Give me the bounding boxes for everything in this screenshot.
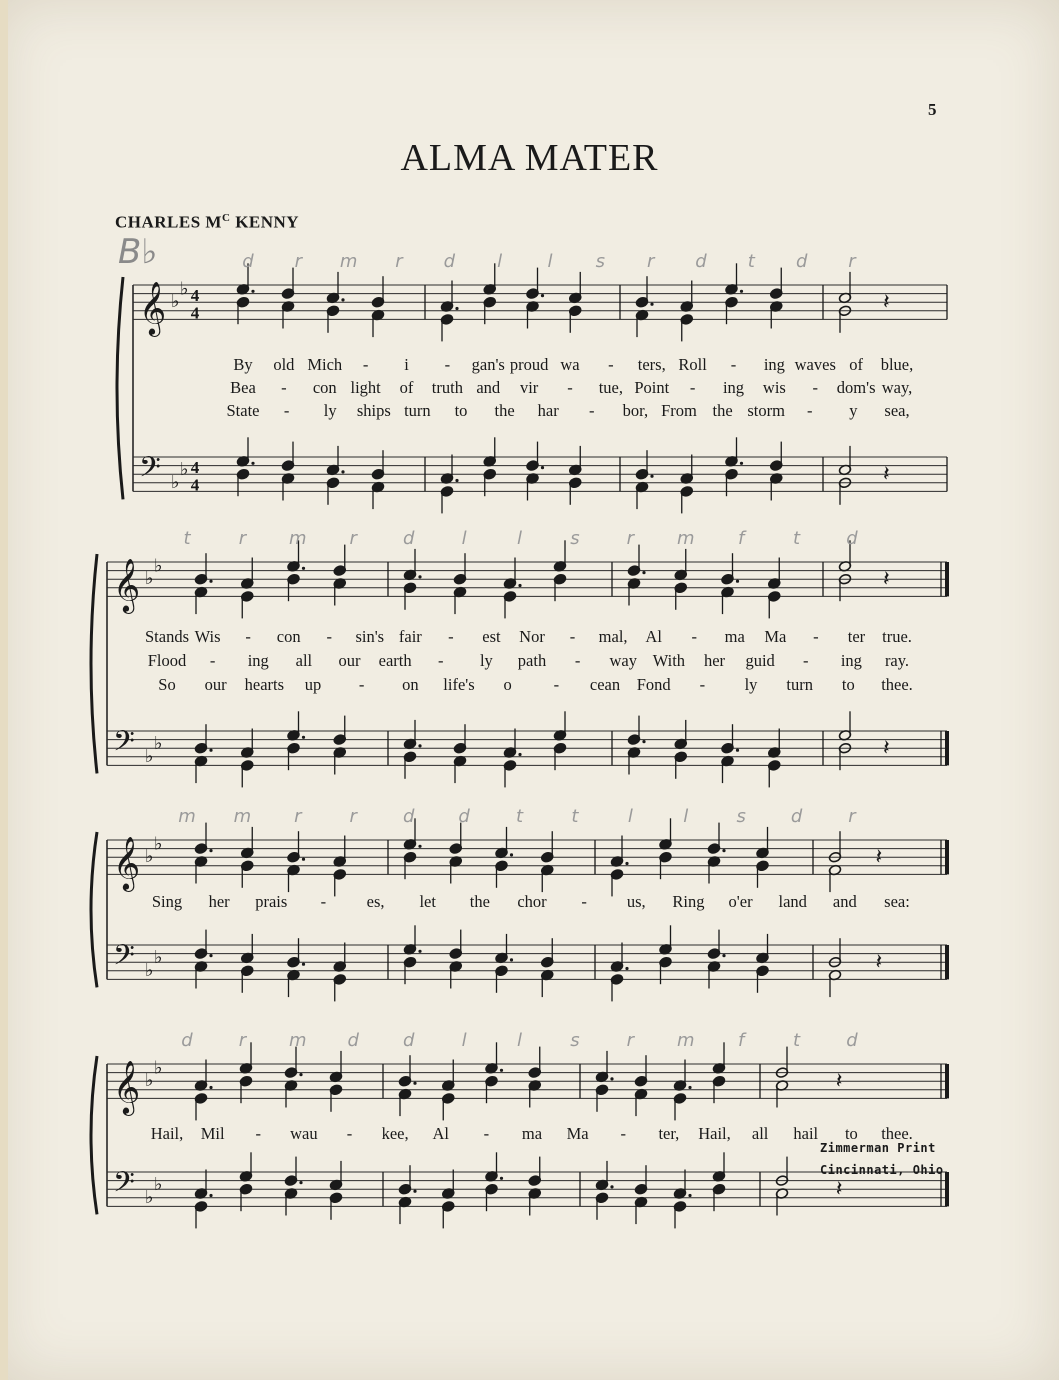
- flat-sign: ♭: [171, 471, 180, 493]
- lyric-syllable: up: [304, 675, 322, 694]
- solfege-annotation: t: [793, 1030, 801, 1051]
- lyric-line: [0, 675, 1059, 697]
- lyric-syllable: With: [652, 651, 686, 670]
- lyric-syllable: -: [581, 892, 587, 911]
- dot: [688, 1194, 691, 1197]
- composer-prefix: CHARLES M: [115, 212, 222, 232]
- lyric-syllable: Sing: [151, 892, 183, 911]
- dot: [642, 740, 645, 743]
- solfege-annotation: f: [737, 528, 745, 549]
- dot: [722, 849, 725, 852]
- lyric-syllable: -: [699, 675, 706, 694]
- dot: [610, 1185, 613, 1188]
- lyric-line: [0, 627, 1059, 649]
- solfege-annotation: r: [349, 528, 357, 549]
- lyric-syllable: i: [404, 355, 409, 374]
- lyric-syllable: sin's: [355, 627, 385, 646]
- lyric-syllable: -: [255, 1124, 261, 1143]
- lyric-syllable: Stands: [144, 627, 190, 646]
- lyric-syllable: Wis: [194, 627, 221, 646]
- lyric-syllable: -: [448, 627, 454, 646]
- quarter-rest: 𝄽: [883, 462, 890, 488]
- lyric-syllable: hail: [793, 1124, 819, 1143]
- lyric-syllable: Ring: [672, 892, 705, 911]
- lyric-syllable: Mich: [307, 355, 343, 374]
- lyric-syllable: Flood: [147, 651, 187, 670]
- dot: [650, 303, 653, 306]
- lyric-syllable: Ma: [566, 1124, 589, 1143]
- lyric-syllable: -: [608, 355, 614, 374]
- lyric-syllable: her: [703, 651, 726, 670]
- dot: [413, 1082, 416, 1085]
- bass-clef: 𝄢: [139, 451, 161, 492]
- composer-sup: C: [221, 212, 231, 224]
- key-annotation: B♭: [118, 232, 158, 272]
- time-signature-digit: 4: [190, 286, 200, 306]
- dot: [518, 584, 521, 587]
- lyric-syllable: -: [553, 675, 560, 694]
- quarter-rest: 𝄽: [875, 845, 883, 871]
- lyric-syllable: har: [537, 401, 559, 420]
- dot: [541, 294, 544, 297]
- lyric-syllable: con: [312, 378, 337, 397]
- dot: [209, 1194, 212, 1197]
- lyric-syllable: -: [730, 355, 737, 374]
- dot: [251, 290, 254, 293]
- dot: [500, 1069, 503, 1072]
- solfege-annotation: s: [736, 806, 746, 827]
- lyric-line: [0, 651, 1059, 673]
- lyric-syllable: turn: [786, 675, 813, 694]
- lyric-line: [0, 892, 1059, 914]
- publisher-line-1: Zimmerman Print: [820, 1141, 936, 1155]
- solfege-annotation: d: [846, 528, 858, 549]
- lyric-syllable: -: [362, 355, 369, 374]
- solfege-annotation: r: [626, 528, 635, 549]
- dot: [209, 954, 212, 957]
- lyric-syllable: ing: [763, 355, 785, 374]
- solfege-annotation: t: [515, 806, 524, 827]
- lyric-syllable: guid: [745, 651, 775, 670]
- lyric-syllable: -: [620, 1124, 626, 1143]
- dot: [418, 950, 421, 953]
- lyric-syllable: Roll: [678, 355, 707, 374]
- lyric-syllable: So: [158, 675, 176, 694]
- lyric-syllable: cean: [589, 675, 621, 694]
- solfege-annotation: r: [294, 806, 302, 827]
- lyric-syllable: ships: [356, 401, 391, 420]
- dot: [736, 580, 739, 583]
- solfege-annotation: d: [790, 806, 803, 827]
- lyric-syllable: -: [567, 378, 573, 397]
- lyric-syllable: our: [338, 651, 361, 670]
- dot: [209, 849, 212, 852]
- lyric-syllable: her: [208, 892, 230, 911]
- treble-clef: 𝄞: [113, 835, 141, 890]
- page-number: 5: [928, 100, 937, 119]
- solfege-annotation: l: [461, 1030, 467, 1051]
- lyric-syllable: wa: [560, 355, 580, 374]
- lyric-syllable: -: [689, 378, 696, 397]
- lyric-syllable: dom's: [836, 378, 876, 397]
- lyric-syllable: proud: [509, 355, 549, 374]
- solfege-annotation: d: [402, 1030, 415, 1051]
- dot: [209, 1086, 212, 1089]
- flat-sign: ♭: [154, 732, 163, 754]
- lyric-syllable: thee.: [881, 675, 913, 694]
- dot: [722, 954, 725, 957]
- lyric-syllable: Mil: [200, 1124, 225, 1143]
- lyric-syllable: blue,: [880, 355, 914, 374]
- flat-sign: ♭: [171, 291, 180, 313]
- lyric-syllable: and: [832, 892, 857, 911]
- dot: [736, 749, 739, 752]
- lyric-syllable: the: [712, 401, 733, 420]
- publisher-line-2: Cincinnati, Ohio: [820, 1163, 944, 1177]
- lyric-syllable: ray.: [884, 651, 910, 670]
- lyric-syllable: of: [849, 355, 863, 374]
- dot: [541, 466, 544, 469]
- dot: [299, 1181, 302, 1184]
- lyric-line: [0, 355, 1059, 377]
- quarter-rest: 𝄽: [875, 950, 883, 976]
- lyric-syllable: -: [326, 627, 332, 646]
- flat-sign: ♭: [154, 833, 163, 855]
- lyric-syllable: -: [483, 1124, 490, 1143]
- solfege-annotation: s: [570, 1030, 580, 1051]
- lyric-syllable: way: [609, 651, 637, 670]
- solfege-annotation: d: [242, 251, 254, 272]
- dot: [510, 853, 513, 856]
- lyric-syllable: -: [574, 651, 581, 670]
- quarter-rest: 𝄽: [835, 1069, 843, 1095]
- lyric-syllable: -: [813, 627, 819, 646]
- lyric-syllable: path: [517, 651, 547, 670]
- flat-sign: ♭: [154, 1057, 163, 1079]
- lyric-syllable: -: [358, 675, 365, 694]
- flat-sign: ♭: [145, 959, 154, 981]
- solfege-annotation: m: [289, 1030, 307, 1051]
- lyric-syllable: Bea: [230, 378, 256, 397]
- solfege-annotation: r: [395, 251, 403, 272]
- time-signature-digit: 4: [190, 303, 200, 323]
- lyric-syllable: ing: [247, 651, 269, 670]
- solfege-annotation: r: [238, 1030, 247, 1051]
- song-title: ALMA MATER: [400, 137, 659, 179]
- lyric-syllable: sea:: [884, 892, 910, 911]
- dot: [518, 753, 521, 756]
- lyric-syllable: ly: [744, 675, 758, 694]
- dot: [302, 567, 305, 570]
- dot: [455, 479, 458, 482]
- lyric-syllable: life's: [443, 675, 475, 694]
- lyric-syllable: the: [494, 401, 515, 420]
- composer-suffix: KENNY: [230, 212, 300, 232]
- lyric-syllable: kee,: [381, 1124, 409, 1143]
- lyric-syllable: Hail,: [150, 1124, 184, 1143]
- lyric-syllable: Fond: [636, 675, 671, 694]
- lyric-syllable: storm: [747, 401, 785, 420]
- lyric-syllable: the: [469, 892, 490, 911]
- lyric-syllable: -: [444, 355, 451, 374]
- lyric-syllable: true.: [882, 627, 912, 646]
- lyric-syllable: ma: [724, 627, 745, 646]
- dot: [209, 580, 212, 583]
- solfege-annotation: l: [461, 528, 467, 549]
- solfege-annotation: s: [570, 528, 580, 549]
- solfege-annotation: r: [349, 806, 357, 827]
- dot: [642, 571, 645, 574]
- solfege-annotation: r: [848, 251, 856, 272]
- flat-sign: ♭: [145, 846, 154, 868]
- solfege-annotation: d: [402, 528, 415, 549]
- lyric-syllable: waves: [794, 355, 836, 374]
- dot: [302, 963, 305, 966]
- lyric-syllable: Nor: [519, 627, 545, 646]
- dot: [413, 1190, 416, 1193]
- lyric-syllable: wau: [290, 1124, 318, 1143]
- flat-sign: ♭: [145, 745, 154, 767]
- lyric-syllable: let: [419, 892, 436, 911]
- lyric-syllable: and: [476, 378, 501, 397]
- dot: [418, 575, 421, 578]
- lyric-syllable: es,: [366, 892, 385, 911]
- lyric-syllable: -: [320, 892, 327, 911]
- lyric-syllable: wis: [762, 378, 786, 397]
- lyric-syllable: our: [204, 675, 227, 694]
- dot: [418, 845, 421, 848]
- dot: [740, 462, 743, 465]
- lyric-syllable: -: [803, 651, 809, 670]
- dot: [299, 1073, 302, 1076]
- dot: [688, 1086, 691, 1089]
- solfege-annotation: m: [178, 806, 196, 827]
- dot: [610, 1077, 613, 1080]
- dot: [302, 736, 305, 739]
- quarter-rest: 𝄽: [835, 1177, 843, 1203]
- lyric-syllable: truth: [431, 378, 463, 397]
- solfege-annotation: t: [571, 806, 579, 827]
- lyric-syllable: chor: [517, 892, 547, 911]
- time-signature-digit: 4: [190, 458, 200, 478]
- lyric-syllable: sea,: [884, 401, 910, 420]
- lyric-syllable: Al: [432, 1124, 449, 1143]
- flat-sign: ♭: [180, 278, 189, 300]
- lyric-syllable: all: [751, 1124, 769, 1143]
- flat-sign: ♭: [145, 1186, 154, 1208]
- lyric-syllable: -: [589, 401, 595, 420]
- lyric-syllable: -: [812, 378, 818, 397]
- solfege-annotation: d: [458, 806, 470, 827]
- lyric-syllable: State: [226, 401, 260, 420]
- lyric-syllable: ter: [847, 627, 866, 646]
- lyric-syllable: on: [402, 675, 419, 694]
- dot: [650, 475, 653, 478]
- lyric-syllable: -: [283, 401, 290, 420]
- lyric-syllable: y: [849, 401, 858, 420]
- lyric-syllable: est: [482, 627, 501, 646]
- lyric-syllable: Point: [634, 378, 670, 397]
- treble-clef: 𝄞: [139, 280, 167, 335]
- quarter-rest: 𝄽: [883, 290, 890, 316]
- treble-clef: 𝄞: [113, 1059, 141, 1114]
- lyric-syllable: earth: [378, 651, 412, 670]
- solfege-annotation: l: [497, 251, 503, 272]
- solfege-annotation: r: [238, 528, 247, 549]
- bass-clef: 𝄢: [113, 1166, 135, 1207]
- lyric-syllable: turn: [404, 401, 431, 420]
- lyric-syllable: By: [233, 355, 253, 374]
- treble-clef: 𝄞: [113, 557, 141, 612]
- dot: [251, 462, 254, 465]
- lyric-syllable: -: [245, 627, 251, 646]
- solfege-annotation: d: [181, 1030, 193, 1051]
- solfege-annotation: l: [683, 806, 689, 827]
- lyric-syllable: o: [503, 675, 512, 694]
- bass-clef: 𝄢: [113, 939, 135, 980]
- lyric-syllable: tue,: [598, 378, 624, 397]
- solfege-annotation: d: [443, 251, 456, 272]
- lyric-syllable: -: [807, 401, 813, 420]
- lyric-syllable: o'er: [728, 892, 753, 911]
- lyric-syllable: of: [399, 378, 414, 397]
- lyric-syllable: Al: [645, 627, 662, 646]
- dot: [740, 290, 743, 293]
- lyric-line: [0, 401, 1059, 423]
- solfege-annotation: m: [676, 528, 695, 549]
- lyric-syllable: prais: [255, 892, 288, 911]
- flat-sign: ♭: [145, 568, 154, 590]
- lyric-syllable: ing: [722, 378, 745, 397]
- dot: [625, 967, 628, 970]
- lyric-syllable: us,: [626, 892, 646, 911]
- dot: [510, 958, 513, 961]
- lyric-syllable: way,: [881, 378, 913, 397]
- lyric-syllable: -: [691, 627, 697, 646]
- flat-sign: ♭: [154, 555, 163, 577]
- solfege-annotation: m: [676, 1030, 695, 1051]
- flat-sign: ♭: [154, 946, 163, 968]
- solfege-annotation: d: [695, 251, 707, 272]
- solfege-annotation: l: [547, 251, 553, 272]
- lyric-syllable: ter,: [658, 1124, 680, 1143]
- lyric-syllable: thee.: [881, 1124, 913, 1143]
- solfege-annotation: m: [289, 528, 307, 549]
- solfege-annotation: m: [233, 806, 252, 827]
- lyric-syllable: -: [569, 627, 576, 646]
- lyric-syllable: mal,: [598, 627, 628, 646]
- dot: [341, 470, 344, 473]
- lyric-syllable: -: [346, 1124, 353, 1143]
- solfege-annotation: d: [795, 251, 808, 272]
- dot: [209, 749, 212, 752]
- solfege-annotation: r: [294, 251, 303, 272]
- lyric-syllable: -: [209, 651, 216, 670]
- dot: [302, 858, 305, 861]
- solfege-annotation: s: [595, 251, 606, 272]
- solfege-annotation: f: [737, 1030, 745, 1051]
- lyric-syllable: ly: [323, 401, 337, 420]
- lyric-syllable: land: [778, 892, 807, 911]
- lyric-syllable: con: [276, 627, 301, 646]
- lyric-syllable: hearts: [244, 675, 285, 694]
- lyric-syllable: all: [295, 651, 313, 670]
- lyric-syllable: to: [841, 675, 855, 694]
- lyric-line: [0, 378, 1059, 400]
- solfege-annotation: r: [848, 806, 856, 827]
- quarter-rest: 𝄽: [883, 736, 890, 762]
- lyric-syllable: ters,: [637, 355, 666, 374]
- lyric-syllable: Hail,: [698, 1124, 731, 1143]
- flat-sign: ♭: [180, 458, 189, 480]
- solfege-annotation: l: [627, 806, 633, 827]
- lyric-syllable: -: [281, 378, 287, 397]
- dot: [341, 298, 344, 301]
- solfege-annotation: l: [516, 1030, 523, 1051]
- lyric-syllable: vir: [519, 378, 539, 397]
- lyric-syllable: old: [273, 355, 295, 374]
- lyric-syllable: ing: [840, 651, 862, 670]
- lyric-syllable: gan's: [471, 355, 505, 374]
- publisher-imprint: [820, 1137, 944, 1181]
- lyric-syllable: light: [350, 378, 381, 397]
- lyric-syllable: -: [438, 651, 444, 670]
- lyric-syllable: to: [454, 401, 468, 420]
- solfege-annotation: d: [846, 1030, 858, 1051]
- lyric-syllable: to: [844, 1124, 858, 1143]
- dot: [455, 307, 458, 310]
- solfege-annotation: t: [747, 251, 755, 272]
- flat-sign: ♭: [145, 1070, 154, 1092]
- solfege-annotation: l: [516, 528, 523, 549]
- lyric-syllable: From: [661, 401, 697, 420]
- lyric-syllable: ly: [479, 651, 493, 670]
- solfege-annotation: t: [183, 528, 191, 549]
- lyric-syllable: Ma: [764, 627, 787, 646]
- solfege-annotation: r: [626, 1030, 635, 1051]
- lyric-syllable: bor,: [622, 401, 649, 420]
- time-signature-digit: 4: [190, 475, 200, 495]
- solfege-annotation: r: [646, 251, 655, 272]
- dot: [625, 862, 628, 865]
- bass-clef: 𝄢: [113, 725, 135, 766]
- solfege-annotation: m: [339, 251, 358, 272]
- solfege-annotation: d: [402, 806, 415, 827]
- lyric-syllable: ma: [521, 1124, 543, 1143]
- quarter-rest: 𝄽: [883, 567, 890, 593]
- lyric-syllable: fair: [398, 627, 422, 646]
- solfege-annotation: d: [347, 1030, 359, 1051]
- solfege-annotation: t: [793, 528, 801, 549]
- flat-sign: ♭: [154, 1173, 163, 1195]
- dot: [418, 744, 421, 747]
- dot: [500, 1177, 503, 1180]
